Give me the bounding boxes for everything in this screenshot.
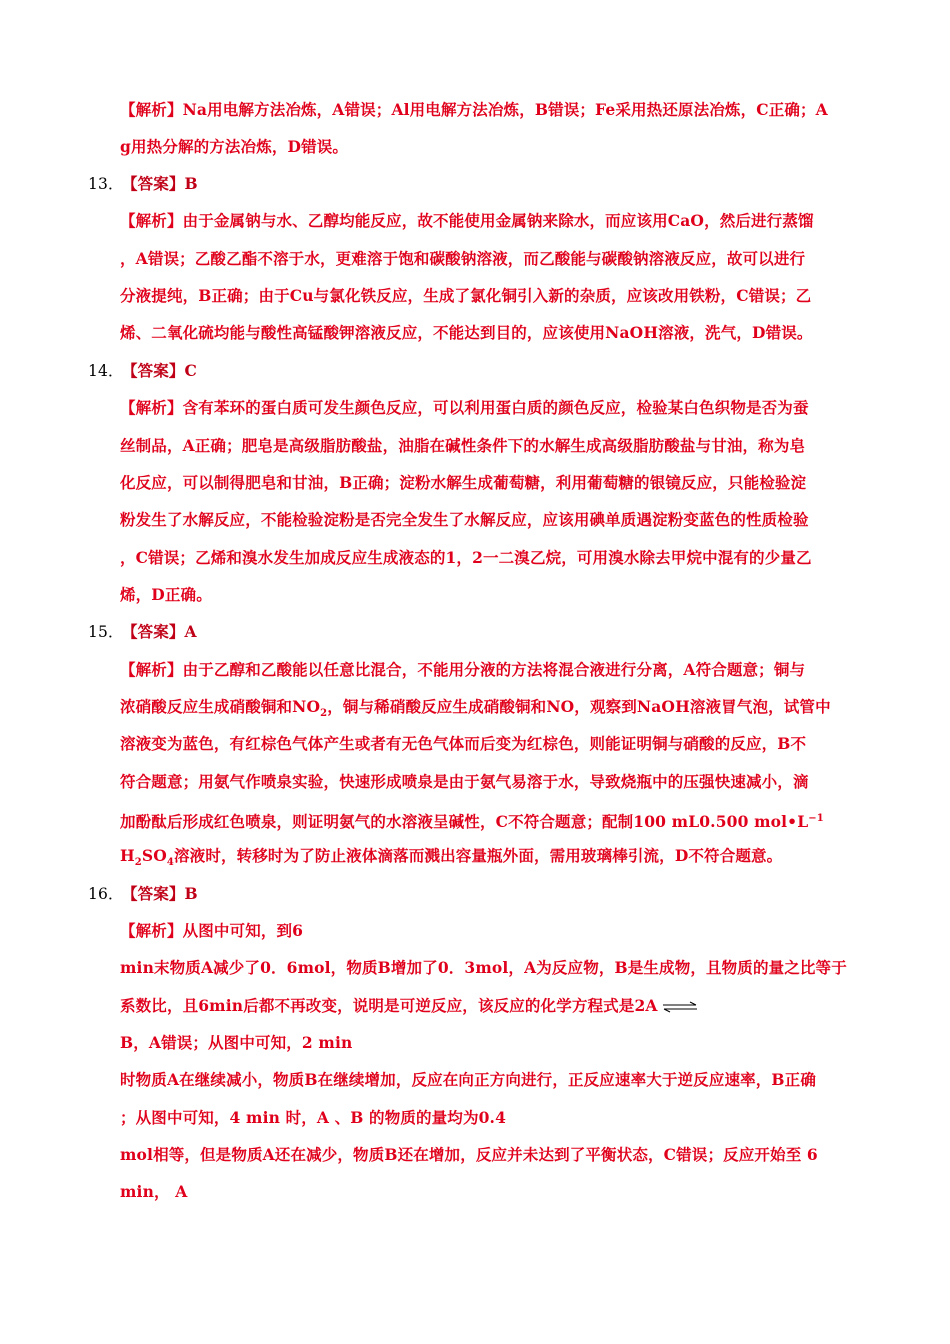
- q15-line6-part-b: SO: [141, 846, 167, 865]
- q16-analysis-line-6: ；从图中可知，4 min 时，A 、B 的物质的量均为0.4: [120, 1108, 507, 1127]
- q14-analysis-line-5: ，C错误；乙烯和溴水发生加成反应生成液态的1，2一二溴乙烷，可用溴水除去甲烷中混有的少量乙: [120, 548, 812, 567]
- q16-analysis-line-7: mol相等，但是物质A还在减少，物质B还在增加，反应并未达到了平衡状态，C错误；反应开始至 6: [120, 1145, 818, 1164]
- q13-analysis-line-4: 烯、二氧化硫均能与酸性高锰酸钾溶液反应，不能达到目的，应该使用NaOH溶液，洗气，D错误。: [120, 323, 813, 342]
- q16-answer: B: [184, 884, 198, 903]
- q15-analysis-line-4: 符合题意；用氨气作喷泉实验，快速形成喷泉是由于氨气易溶于水，导致烧瓶中的压强快速减小，滴: [120, 772, 809, 791]
- q16-analysis-line-3: [120, 996, 698, 1016]
- q15-analysis-line-1: 【解析】由于乙醇和乙酸能以任意比混合，不能用分液的方法将混合液进行分离，A符合题意；铜与: [120, 660, 806, 679]
- q13-analysis-line-3: 分液提纯，B正确；由于Cu与氯化铁反应，生成了氯化铜引入新的杂质，应该改用铁粉，C错误；乙: [120, 286, 812, 305]
- q16-analysis-line-2: min末物质A减少了0．6mol，物质B增加了0．3mol，A为反应物，B是生成物，且物质的量之比等于: [120, 958, 847, 977]
- q15-analysis-line-3: 溶液变为蓝色，有红棕色气体产生或者有无色气体而后变为红棕色，则能证明铜与硝酸的反应，B不: [120, 734, 807, 753]
- q12-analysis-line-2: g用热分解的方法冶炼，D错误。: [120, 137, 349, 156]
- q13-number: 13．: [88, 175, 124, 193]
- q12-analysis-line-1: 【解析】Na用电解方法冶炼，A错误；Al用电解方法冶炼，B错误；Fe采用热还原法冶炼，C正确；A: [120, 100, 828, 119]
- q14-analysis-line-3: 化反应，可以制得肥皂和甘油，B正确；淀粉水解生成葡萄糖，利用葡萄糖的银镜反应，只能检验淀: [120, 473, 807, 492]
- q16-analysis-line-5: 时物质A在继续减小，物质B在继续增加，反应在向正方向进行，正反应速率大于逆反应速率，B正确: [120, 1070, 816, 1089]
- q15-line2-part-b: ，铜与稀硝酸反应生成硝酸铜和NO，观察到NaOH溶液冒气泡，试管中: [327, 697, 831, 716]
- q15-answer-label: 【答案】: [129, 622, 185, 641]
- q14-number: 14．: [88, 362, 124, 380]
- q15-analysis-line-6: [120, 846, 782, 873]
- q14-analysis-line-1: 【解析】含有苯环的蛋白质可发生颜色反应，可以利用蛋白质的颜色反应，检验某白色织物是否为蚕: [120, 398, 809, 417]
- q15-line5-part-a: 加酚酞后形成红色喷泉，则证明氨气的水溶液呈碱性，C不符合题意；配制100 mL0.500 mol•L: [120, 812, 809, 832]
- q14-answer-row: [88, 361, 197, 381]
- q15-analysis-line-5: [120, 809, 824, 832]
- q13-analysis-line-2: ，A错误；乙酸乙酯不溶于水，更难溶于饱和碳酸钠溶液，而乙酸能与碳酸钠溶液反应，故可以进行: [120, 249, 806, 268]
- q15-line6-part-c: 溶液时，转移时为了防止液体滴落而溅出容量瓶外面，需用玻璃棒引流，D不符合题意。: [174, 846, 783, 865]
- q13-answer-label: 【答案】: [129, 174, 185, 193]
- q16-analysis-line-1: 【解析】从图中可知，到6: [120, 921, 304, 940]
- q16-number: 16．: [88, 885, 124, 903]
- q15-line6-part-a: H: [120, 846, 135, 865]
- q14-answer: C: [184, 361, 198, 380]
- q16-analysis-line-8: min， A: [120, 1182, 188, 1201]
- q15-answer-row: [88, 622, 197, 642]
- q14-analysis-line-6: 烯，D正确。: [120, 585, 212, 604]
- q16-analysis-line-4: B，A错误；从图中可知，2 min: [120, 1033, 353, 1052]
- q13-answer-row: [88, 174, 198, 194]
- reversible-reaction-arrow-icon: [662, 1001, 698, 1013]
- q15-line6-subscript-2: 4: [166, 857, 175, 869]
- q15-line5-superscript: −1: [808, 813, 824, 824]
- q13-analysis-line-1: 【解析】由于金属钠与水、乙醇均能反应，故不能使用金属钠来除水，而应该用CaO，然后进行蒸馏: [120, 211, 814, 230]
- q15-number: 15．: [88, 623, 124, 641]
- q15-answer: A: [184, 622, 197, 641]
- q14-analysis-line-2: 丝制品，A正确；肥皂是高级脂肪酸盐，油脂在碱性条件下的水解生成高级脂肪酸盐与甘油，称为皂: [120, 436, 806, 455]
- q14-answer-label: 【答案】: [129, 361, 185, 380]
- q13-answer: B: [184, 174, 198, 193]
- q16-answer-row: [88, 884, 198, 904]
- q15-analysis-line-2: [120, 697, 831, 724]
- q16-answer-label: 【答案】: [129, 884, 185, 903]
- q15-line2-subscript: 2: [320, 708, 328, 720]
- q15-line2-part-a: 浓硝酸反应生成硝酸铜和NO: [120, 697, 321, 716]
- q14-analysis-line-4: 粉发生了水解反应，不能检验淀粉是否完全发生了水解反应，应该用碘单质遇淀粉变蓝色的性质检验: [120, 510, 809, 529]
- q15-line6-subscript-1: 2: [134, 857, 142, 869]
- q16-line3-text: 系数比，且6min后都不再改变，说明是可逆反应，该反应的化学方程式是2A: [120, 996, 658, 1015]
